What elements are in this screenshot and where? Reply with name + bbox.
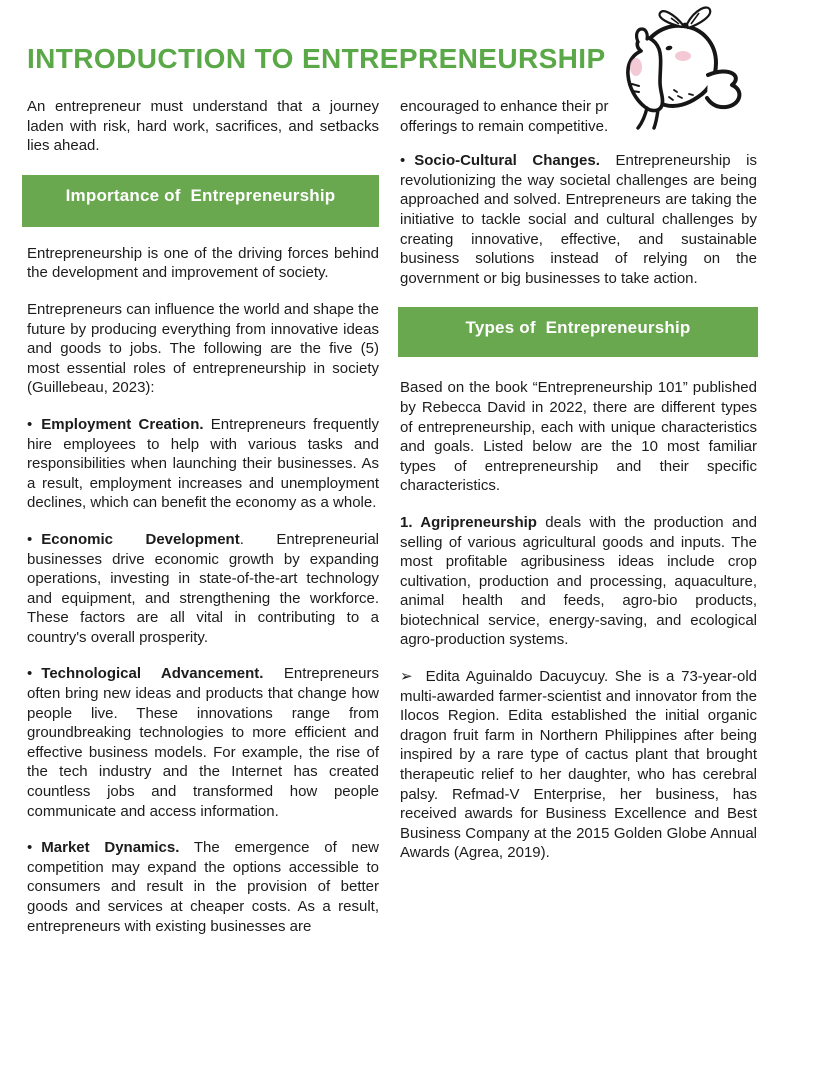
section-header-types	[398, 307, 758, 357]
bullet-term: Economic Development	[41, 530, 240, 548]
section-header-importance-label: Importance of Entrepreneurship	[65, 186, 336, 206]
continued-line: encouraged to enhance their pr	[400, 98, 609, 115]
bullet-term: Socio-Cultural Changes.	[414, 152, 600, 170]
bullet-technological-advancement	[27, 664, 379, 821]
page-title: INTRODUCTION TO ENTREPRENEURSHIP	[27, 43, 606, 74]
bullet-icon: •	[27, 415, 33, 433]
continued-line: offerings to remain competitive.	[400, 117, 609, 135]
bullet-term: Technological Advancement.	[41, 665, 264, 683]
paragraph-driving-forces: Entrepreneurship is one of the driving forces behind the development and improvement of society.	[27, 244, 379, 282]
intro-paragraph: An entrepreneur must understand that a journey laden with risk, hard work, sacrifices, and setbacks lies ahead.	[27, 98, 379, 155]
bullet-economic-development	[27, 530, 379, 648]
type-text: deals with the production and selling of various agricultural goods and inputs. The most profitable agribusiness ideas include crop cultivation, production and processing, aquaculture, animal health and feeds, agro-bio products, biotechnical service, energy-saving, and ecological agro-production systems.	[400, 513, 757, 649]
bullet-employment-creation	[27, 415, 379, 513]
bullet-icon: •	[27, 530, 33, 548]
bullet-icon: •	[27, 839, 33, 857]
bullet-market-dynamics	[27, 838, 379, 936]
bow-icon	[660, 8, 711, 28]
section-header-importance	[22, 175, 379, 227]
bullet-text: Entrepreneurship is revolutionizing the way societal challenges are being approached and solved. Entrepreneurs are taking the initiative to tackle social and cultural challenges by creating innovative, effective, and sustainable business solutions instead of relying on the government or big businesses to take action.	[400, 152, 757, 287]
bullet-text: The emergence of new competition may expand the options accessible to consumers and result in the provision of better goods and services at cheaper costs. As a result, entrepreneurs with existing businesses are	[27, 839, 379, 935]
bullet-text: Entrepreneurs often bring new ideas and products that change how people live. These innovations range from groundbreaking technologies to more efficient and effective business models. For example, the rise of the tech industry and the Internet has created countless jobs and transformed how people communicate and access information.	[27, 665, 379, 820]
example-text: Edita Aguinaldo Dacuycuy. She is a 73-year-old multi-awarded farmer-scientist and innovator from the Ilocos Region. Edita established the initial organic dragon fruit farm in Northern Philippines after being inspired by a rare type of cactus plant that brought therapeutic relief to her daughter, who has cerebral palsy. Refmad-V Enterprise, her business, has received awards for Business Excellence and Best Business Company at the 2015 Golden Globe Annual Awards (Agrea, 2019).	[400, 668, 757, 862]
section-header-types-label: Types of Entrepreneurship	[465, 318, 691, 338]
doodle-arm	[707, 71, 739, 107]
type-term: 1. Agripreneurship	[400, 513, 537, 531]
bullet-text: . Entrepreneurial businesses drive economic growth by expanding operations, investing in state-of-the-art technology and equipment, and strengthening the workforce. These factors are all vital in contributing to a country's overall prosperity.	[27, 530, 379, 646]
bullet-icon: •	[27, 665, 33, 683]
bullet-term: Employment Creation.	[41, 415, 204, 433]
paragraph-based-on-book: Based on the book “Entrepreneurship 101” published by Rebecca David in 2022, there are different types of entrepreneurship, each with unique characteristics and goals. Listed below are the 10 most familiar types of entrepreneurship and their specific characteristics.	[400, 379, 757, 495]
paragraph-example-edita	[400, 667, 757, 863]
bullet-term: Market Dynamics.	[41, 839, 180, 857]
doodle-creatures-illustration	[603, 4, 755, 132]
paragraph-five-roles: Entrepreneurs can influence the world and shape the future by producing everything from innovative ideas and goods to jobs. The following are the five (5) most essential roles of entrepreneurship in society (Guillebeau, 2023):	[27, 300, 379, 397]
doodle-blush-right	[675, 51, 691, 61]
bullet-text: Entrepreneurs frequently hire employees to help with various tasks and responsibilities when launching their businesses. As a result, employment increases and unemployment declines, which can benefit the economy as a whole.	[27, 415, 379, 512]
bullet-icon: •	[400, 152, 406, 170]
bullet-socio-cultural-changes	[400, 151, 757, 288]
doodle-buddy	[628, 29, 663, 128]
arrow-bullet-icon: ➢	[400, 668, 413, 686]
paragraph-agripreneurship	[400, 513, 757, 650]
left-column	[27, 97, 379, 953]
right-column	[400, 97, 757, 880]
